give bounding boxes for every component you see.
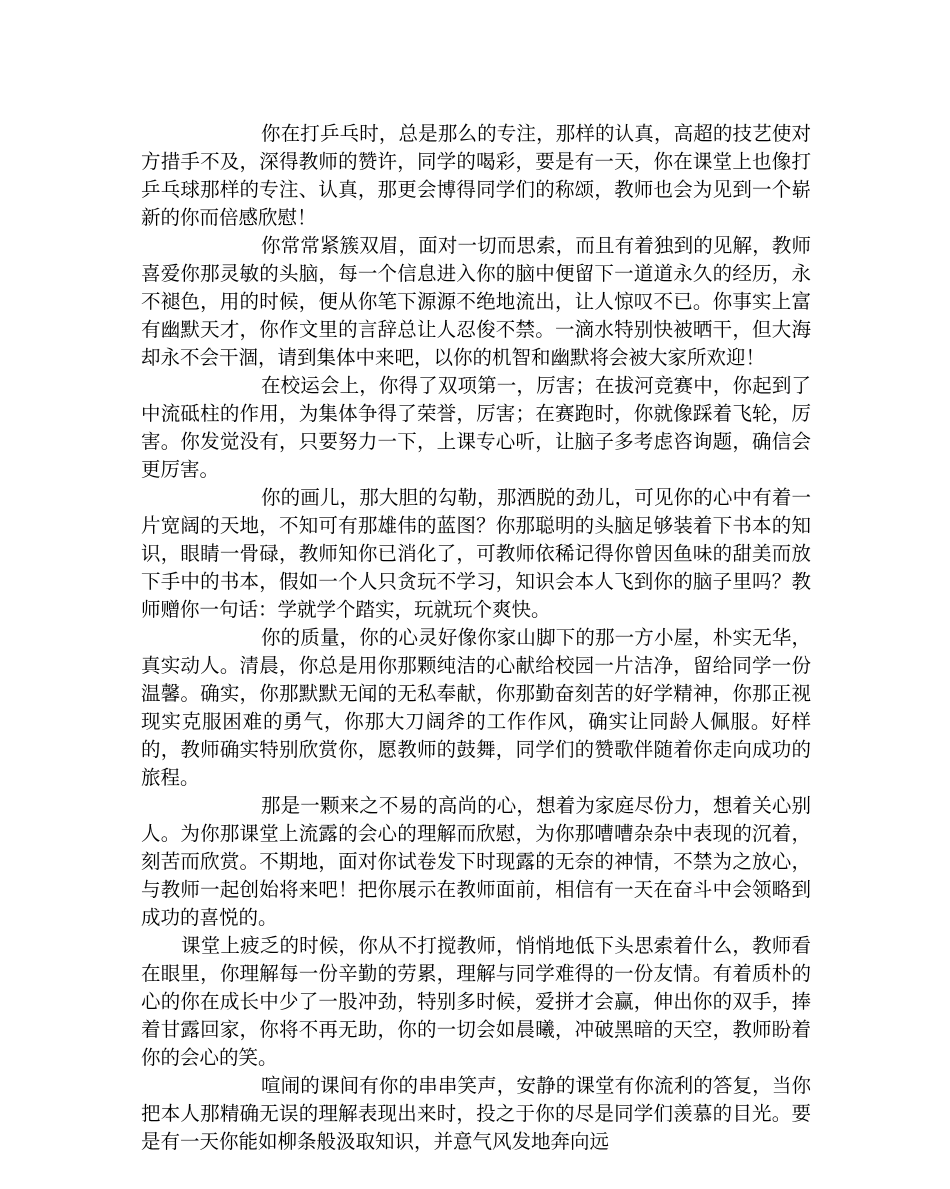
paragraph-3: 在校运会上，你得了双项第一，厉害；在拔河竞赛中，你起到了中流砥柱的作用，为集体争得了荣誉，厉害；在赛跑时，你就像踩着飞轮，厉害。你发觉没有，只要努力一下，上课专心听，让脑子多考虑咨询题，确信会更厉害。 xyxy=(141,374,811,481)
paragraph-2: 你常常紧簇双眉，面对一切而思索，而且有着独到的见解，教师喜爱你那灵敏的头脑，每一个信息进入你的脑中便留下一道道永久的经历，永不褪色，用的时候，便从你笔下源源不绝地流出，让人惊叹不已。你事实上富有幽默天才，你作文里的言辞总让人忍俊不禁。一滴水特别快被晒干，但大海却永不会干涸，请到集体中来吧，以你的机智和幽默将会被大家所欢迎！ xyxy=(141,234,811,369)
paragraph-7: 课堂上疲乏的时候，你从不打搅教师，悄悄地低下头思索着什么，教师看在眼里，你理解每一份辛勤的劳累，理解与同学难得的一份友情。有着质朴的心的你在成长中少了一股冲劲，特别多时候，爱拼才会赢，伸出你的双手，捧着甘露回家，你将不再无助，你的一切会如晨曦，冲破黑暗的天空，教师盼着你的会心的笑。 xyxy=(141,934,811,1069)
paragraph-8: 喧闹的课间有你的串串笑声，安静的课堂有你流利的答复，当你把本人那精确无误的理解表现出来时，投之于你的尽是同学们羡慕的目光。要是有一天你能如柳条般汲取知识，并意气风发地奔向远 xyxy=(141,1074,811,1153)
paragraph-4: 你的画儿，那大胆的勾勒，那洒脱的劲儿，可见你的心中有着一片宽阔的天地，不知可有那雄伟的蓝图？你那聪明的头脑足够装着下书本的知识，眼睛一骨碌，教师知你已消化了，可教师依稀记得你曾因鱼味的甜美而放下手中的书本，假如一个人只贪玩不学习，知识会本人飞到你的脑子里吗？教师赠你一句话：学就学个踏实，玩就玩个爽快。 xyxy=(141,486,811,621)
paragraph-6: 那是一颗来之不易的高尚的心，想着为家庭尽份力，想着关心别人。为你那课堂上流露的会心的理解而欣慰，为你那嘈嘈杂杂中表现的沉着，刻苦而欣赏。不期地，面对你试卷发下时现露的无奈的神情，不禁为之放心，与教师一起创始将来吧！把你展示在教师面前，相信有一天在奋斗中会领略到成功的喜悦的。 xyxy=(141,794,811,929)
paragraph-1: 你在打乒乓时，总是那么的专注，那样的认真，高超的技艺使对方措手不及，深得教师的赞许，同学的喝彩，要是有一天，你在课堂上也像打乒乓球那样的专注、认真，那更会博得同学们的称颂，教师也会为见到一个崭新的你而倍感欣慰！ xyxy=(141,122,811,229)
paragraph-5: 你的质量，你的心灵好像你家山脚下的那一方小屋，朴实无华，真实动人。清晨，你总是用你那颗纯洁的心献给校园一片洁净，留给同学一份温馨。确实，你那默默无闻的无私奉献，你那勤奋刻苦的好学精神，你那正视现实克服困难的勇气，你那大刀阔斧的工作作风，确实让同龄人佩服。好样的，教师确实特别欣赏你，愿教师的鼓舞，同学们的赞歌伴随着你走向成功的旅程。 xyxy=(141,626,811,789)
document-body xyxy=(141,120,811,1156)
